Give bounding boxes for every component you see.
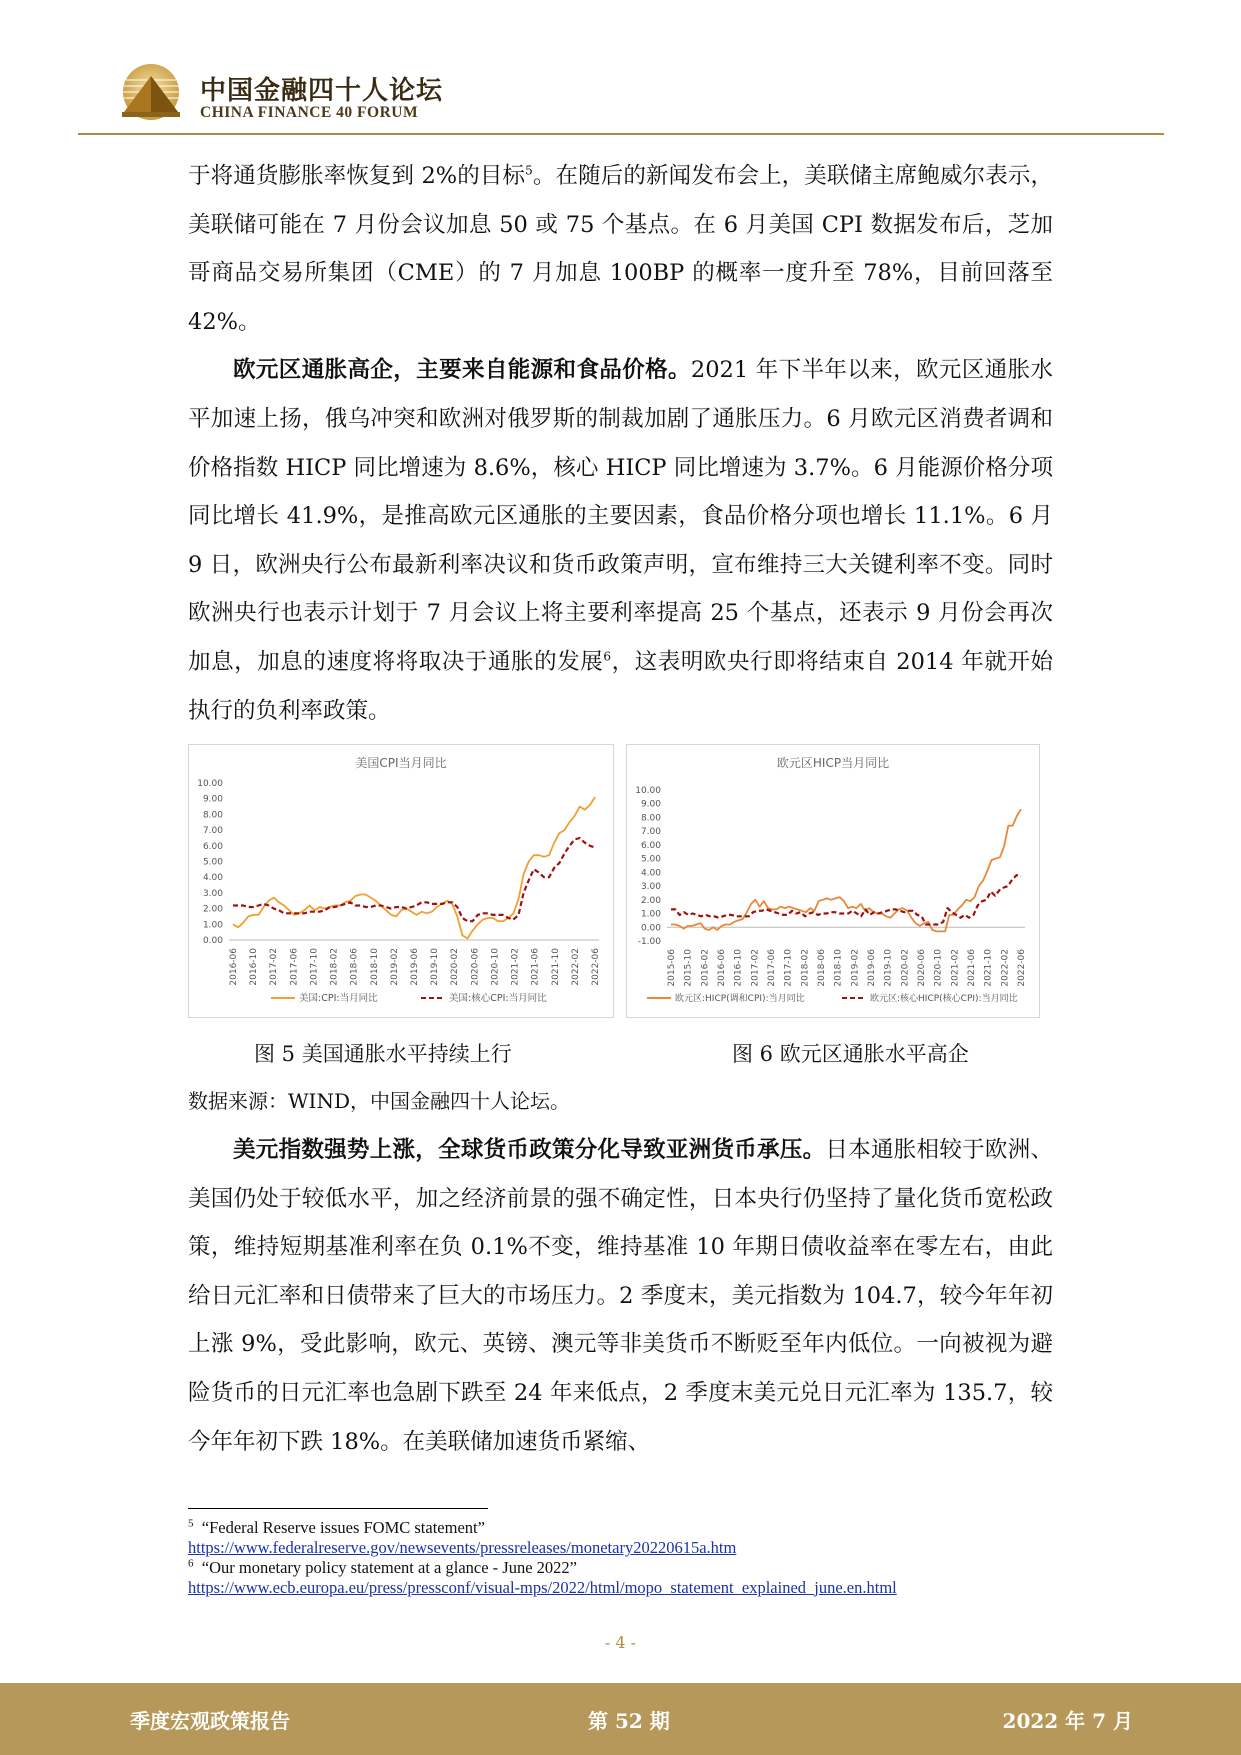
x-tick-label: 2018-06 bbox=[817, 949, 827, 987]
x-tick-label: 2022-06 bbox=[1017, 949, 1027, 987]
x-tick-label: 2017-10 bbox=[309, 948, 320, 986]
y-tick-label: 5.00 bbox=[202, 857, 223, 868]
x-tick-label: 2019-10 bbox=[883, 949, 894, 987]
y-tick-label: 5.00 bbox=[640, 854, 661, 865]
footnote-6-link[interactable]: https://www.ecb.europa.eu/press/pressconf/visual-mps/2022/html/mopo_statement_explained_june.en.html bbox=[188, 1578, 897, 1597]
footnote-6-title-text: “Our monetary policy statement at a glance - June 2022” bbox=[201, 1558, 577, 1577]
series-line bbox=[233, 797, 595, 938]
y-tick-label: 2.00 bbox=[640, 895, 661, 906]
y-tick-label: -1.00 bbox=[637, 937, 661, 947]
y-tick-label: 9.00 bbox=[640, 799, 661, 810]
paragraph-usd bbox=[188, 1126, 1053, 1466]
footnote-6-title bbox=[188, 1558, 897, 1578]
chart-us-cpi-svg bbox=[189, 745, 613, 1017]
x-tick-label: 2015-10 bbox=[683, 949, 694, 987]
paragraph-eurozone bbox=[188, 346, 1053, 735]
x-tick-label: 2019-10 bbox=[430, 948, 441, 986]
y-tick-label: 4.00 bbox=[202, 873, 223, 884]
x-tick-label: 2019-06 bbox=[410, 948, 420, 986]
paragraph-text: 。在随后的新闻发布会上，美联储主席鲍威尔表示，美联储可能在 7 月份会议加息 50 或 75 个基点。在 6 月美国 CPI 数据发布后，芝加哥商品交易所集团（CME）的 7 月加息 100BP 的概率一度升至 78%，目前回落至 42%。 bbox=[188, 163, 1053, 335]
x-tick-label: 2021-06 bbox=[967, 949, 977, 987]
y-tick-label: 7.00 bbox=[202, 826, 223, 837]
x-tick-label: 2021-06 bbox=[530, 948, 541, 986]
chart-euro-hicp bbox=[626, 744, 1040, 1018]
page-footer bbox=[0, 1683, 1241, 1755]
y-tick-label: 0.00 bbox=[202, 936, 223, 946]
x-tick-label: 2016-06 bbox=[229, 948, 239, 986]
y-tick-label: 4.00 bbox=[640, 868, 661, 879]
y-tick-label: 3.00 bbox=[640, 882, 661, 893]
x-tick-label: 2017-10 bbox=[783, 949, 794, 987]
x-tick-label: 2020-02 bbox=[450, 948, 461, 986]
x-tick-label: 2016-06 bbox=[717, 949, 727, 987]
x-tick-label: 2020-10 bbox=[933, 949, 944, 987]
x-tick-label: 2020-10 bbox=[490, 948, 501, 986]
legend-label: 欧元区:核心HICP(核心CPI):当月同比 bbox=[870, 994, 1018, 1004]
x-tick-label: 2020-06 bbox=[470, 948, 481, 986]
page-header bbox=[118, 62, 518, 130]
footer-report-name: 季度宏观政策报告 bbox=[130, 1709, 290, 1733]
footnote-6 bbox=[188, 1558, 897, 1598]
footer-issue: 第 52 期 bbox=[588, 1709, 670, 1733]
x-tick-label: 2018-10 bbox=[833, 949, 844, 987]
footnote-5-title bbox=[188, 1518, 736, 1538]
y-tick-label: 10.00 bbox=[635, 786, 661, 796]
paragraph-text: ，这表明欧央行即将结束自 2014 年就开始执行的负利率政策。 bbox=[188, 648, 1053, 724]
y-tick-label: 6.00 bbox=[640, 840, 661, 851]
x-tick-label: 2021-10 bbox=[550, 948, 561, 986]
footnote-divider bbox=[188, 1508, 488, 1509]
paragraph-fed bbox=[188, 152, 1053, 346]
footer-date: 2022 年 7 月 bbox=[1002, 1709, 1133, 1733]
x-tick-label: 2017-02 bbox=[269, 948, 280, 986]
footnote-5-title-text: “Federal Reserve issues FOMC statement” bbox=[201, 1518, 485, 1537]
footnote-5-link[interactable]: https://www.federalreserve.gov/newsevents/pressreleases/monetary20220615a.htm bbox=[188, 1538, 737, 1557]
figure-caption-5: 图 5 美国通胀水平持续上行 bbox=[254, 1042, 512, 1066]
y-tick-label: 3.00 bbox=[202, 888, 223, 899]
series-line bbox=[671, 809, 1021, 931]
x-tick-label: 2016-10 bbox=[733, 949, 744, 987]
footnote-ref-5[interactable]: 5 bbox=[525, 163, 533, 178]
x-tick-label: 2021-02 bbox=[950, 949, 961, 987]
data-source: 数据来源：WIND，中国金融四十人论坛。 bbox=[188, 1089, 570, 1113]
y-tick-label: 7.00 bbox=[640, 827, 661, 838]
x-tick-label: 2017-06 bbox=[767, 949, 777, 987]
paragraph-text: 2021 年下半年以来，欧元区通胀水平加速上扬，俄乌冲突和欧洲对俄罗斯的制裁加剧了通胀压力。6 月欧元区消费者调和价格指数 HICP 同比增速为 8.6%，核心 HICP 同比增速为 3.7%。6 月能源价格分项同比增长 41.9%，是推高欧元区通胀的主要因素，食品价格分项也增长 11.1%。6 月 9 日，欧洲央行公布最新利率决议和货币政策声明，宣布维持三大关键利率不变。同时欧洲央行也表示计划于 7 月会议上将主要利率提高 25 个基点，还表示 9 月份会再次加息，加息的速度将将取决于通胀的发展 bbox=[188, 357, 1053, 675]
page-number: - 4 - bbox=[604, 1633, 637, 1652]
logo-english-name: CHINA FINANCE 40 FORUM bbox=[200, 104, 419, 121]
x-tick-label: 2022-06 bbox=[591, 948, 601, 986]
chart-title: 欧元区HICP当月同比 bbox=[776, 756, 890, 770]
x-tick-label: 2021-10 bbox=[983, 949, 994, 987]
paragraph-text: 日本通胀相较于欧洲、美国仍处于较低水平，加之经济前景的强不确定性，日本央行仍坚持了量化货币宽松政策，维持短期基准利率在负 0.1%不变，维持基准 10 年期日债收益率在零左右，由此给日元汇率和日债带来了巨大的市场压力。2 季度末，美元指数为 104.7，较今年年初上涨 9%，受此影响，欧元、英镑、澳元等非美货币不断贬至年内低位。一向被视为避险货币的日元汇率也急剧下跌至 24 年来低点，2 季度末美元兑日元汇率为 135.7，较今年年初下跌 18%。在美联储加速货币紧缩、 bbox=[188, 1137, 1054, 1455]
x-tick-label: 2022-02 bbox=[1000, 949, 1011, 987]
chart-euro-hicp-svg bbox=[627, 745, 1039, 1017]
footnote-5 bbox=[188, 1518, 736, 1558]
y-tick-label: 6.00 bbox=[202, 841, 223, 852]
footnote-6-number: 6 bbox=[188, 1557, 194, 1570]
x-tick-label: 2016-02 bbox=[700, 949, 711, 987]
x-tick-label: 2021-02 bbox=[510, 948, 521, 986]
footnote-5-number: 5 bbox=[188, 1517, 194, 1530]
x-tick-label: 2019-06 bbox=[867, 949, 877, 987]
body-text-top bbox=[188, 152, 1053, 735]
x-tick-label: 2020-06 bbox=[917, 949, 927, 987]
footnote-ref-6[interactable]: 6 bbox=[603, 649, 612, 664]
y-tick-label: 1.00 bbox=[202, 920, 223, 931]
x-tick-label: 2016-10 bbox=[249, 948, 260, 986]
x-tick-label: 2018-10 bbox=[369, 948, 380, 986]
legend-label: 美国:核心CPI:当月同比 bbox=[449, 993, 547, 1004]
x-tick-label: 2017-02 bbox=[750, 949, 761, 987]
y-tick-label: 8.00 bbox=[640, 813, 661, 824]
y-tick-label: 10.00 bbox=[197, 779, 223, 789]
x-tick-label: 2017-06 bbox=[289, 948, 300, 986]
legend-label: 欧元区:HICP(调和CPI):当月同比 bbox=[675, 994, 805, 1004]
paragraph-lead: 美元指数强势上涨，全球货币政策分化导致亚洲货币承压。 bbox=[233, 1137, 826, 1163]
y-tick-label: 2.00 bbox=[202, 904, 223, 915]
header-divider bbox=[78, 133, 1164, 135]
x-tick-label: 2015-06 bbox=[667, 949, 677, 987]
x-tick-label: 2018-02 bbox=[800, 949, 811, 987]
paragraph-text: 于将通货膨胀率恢复到 2%的目标 bbox=[188, 163, 526, 189]
logo-chinese-name: 中国金融四十人论坛 bbox=[200, 76, 444, 106]
x-tick-label: 2020-02 bbox=[900, 949, 911, 987]
x-tick-label: 2019-02 bbox=[850, 949, 861, 987]
chart-title: 美国CPI当月同比 bbox=[355, 756, 447, 770]
body-text-bottom bbox=[188, 1126, 1053, 1466]
y-tick-label: 8.00 bbox=[202, 810, 223, 821]
x-tick-label: 2022-02 bbox=[570, 948, 581, 986]
x-tick-label: 2018-02 bbox=[329, 948, 340, 986]
x-tick-label: 2019-02 bbox=[389, 948, 400, 986]
paragraph-lead: 欧元区通胀高企，主要来自能源和食品价格。 bbox=[233, 357, 691, 384]
chart-us-cpi bbox=[188, 744, 614, 1018]
forum-logo-icon bbox=[118, 62, 184, 126]
y-tick-label: 9.00 bbox=[202, 794, 223, 805]
figure-caption-6: 图 6 欧元区通胀水平高企 bbox=[732, 1042, 969, 1066]
y-tick-label: 0.00 bbox=[640, 923, 661, 934]
y-tick-label: 1.00 bbox=[640, 909, 661, 920]
x-tick-label: 2018-06 bbox=[349, 948, 360, 986]
legend-label: 美国:CPI:当月同比 bbox=[299, 993, 378, 1004]
